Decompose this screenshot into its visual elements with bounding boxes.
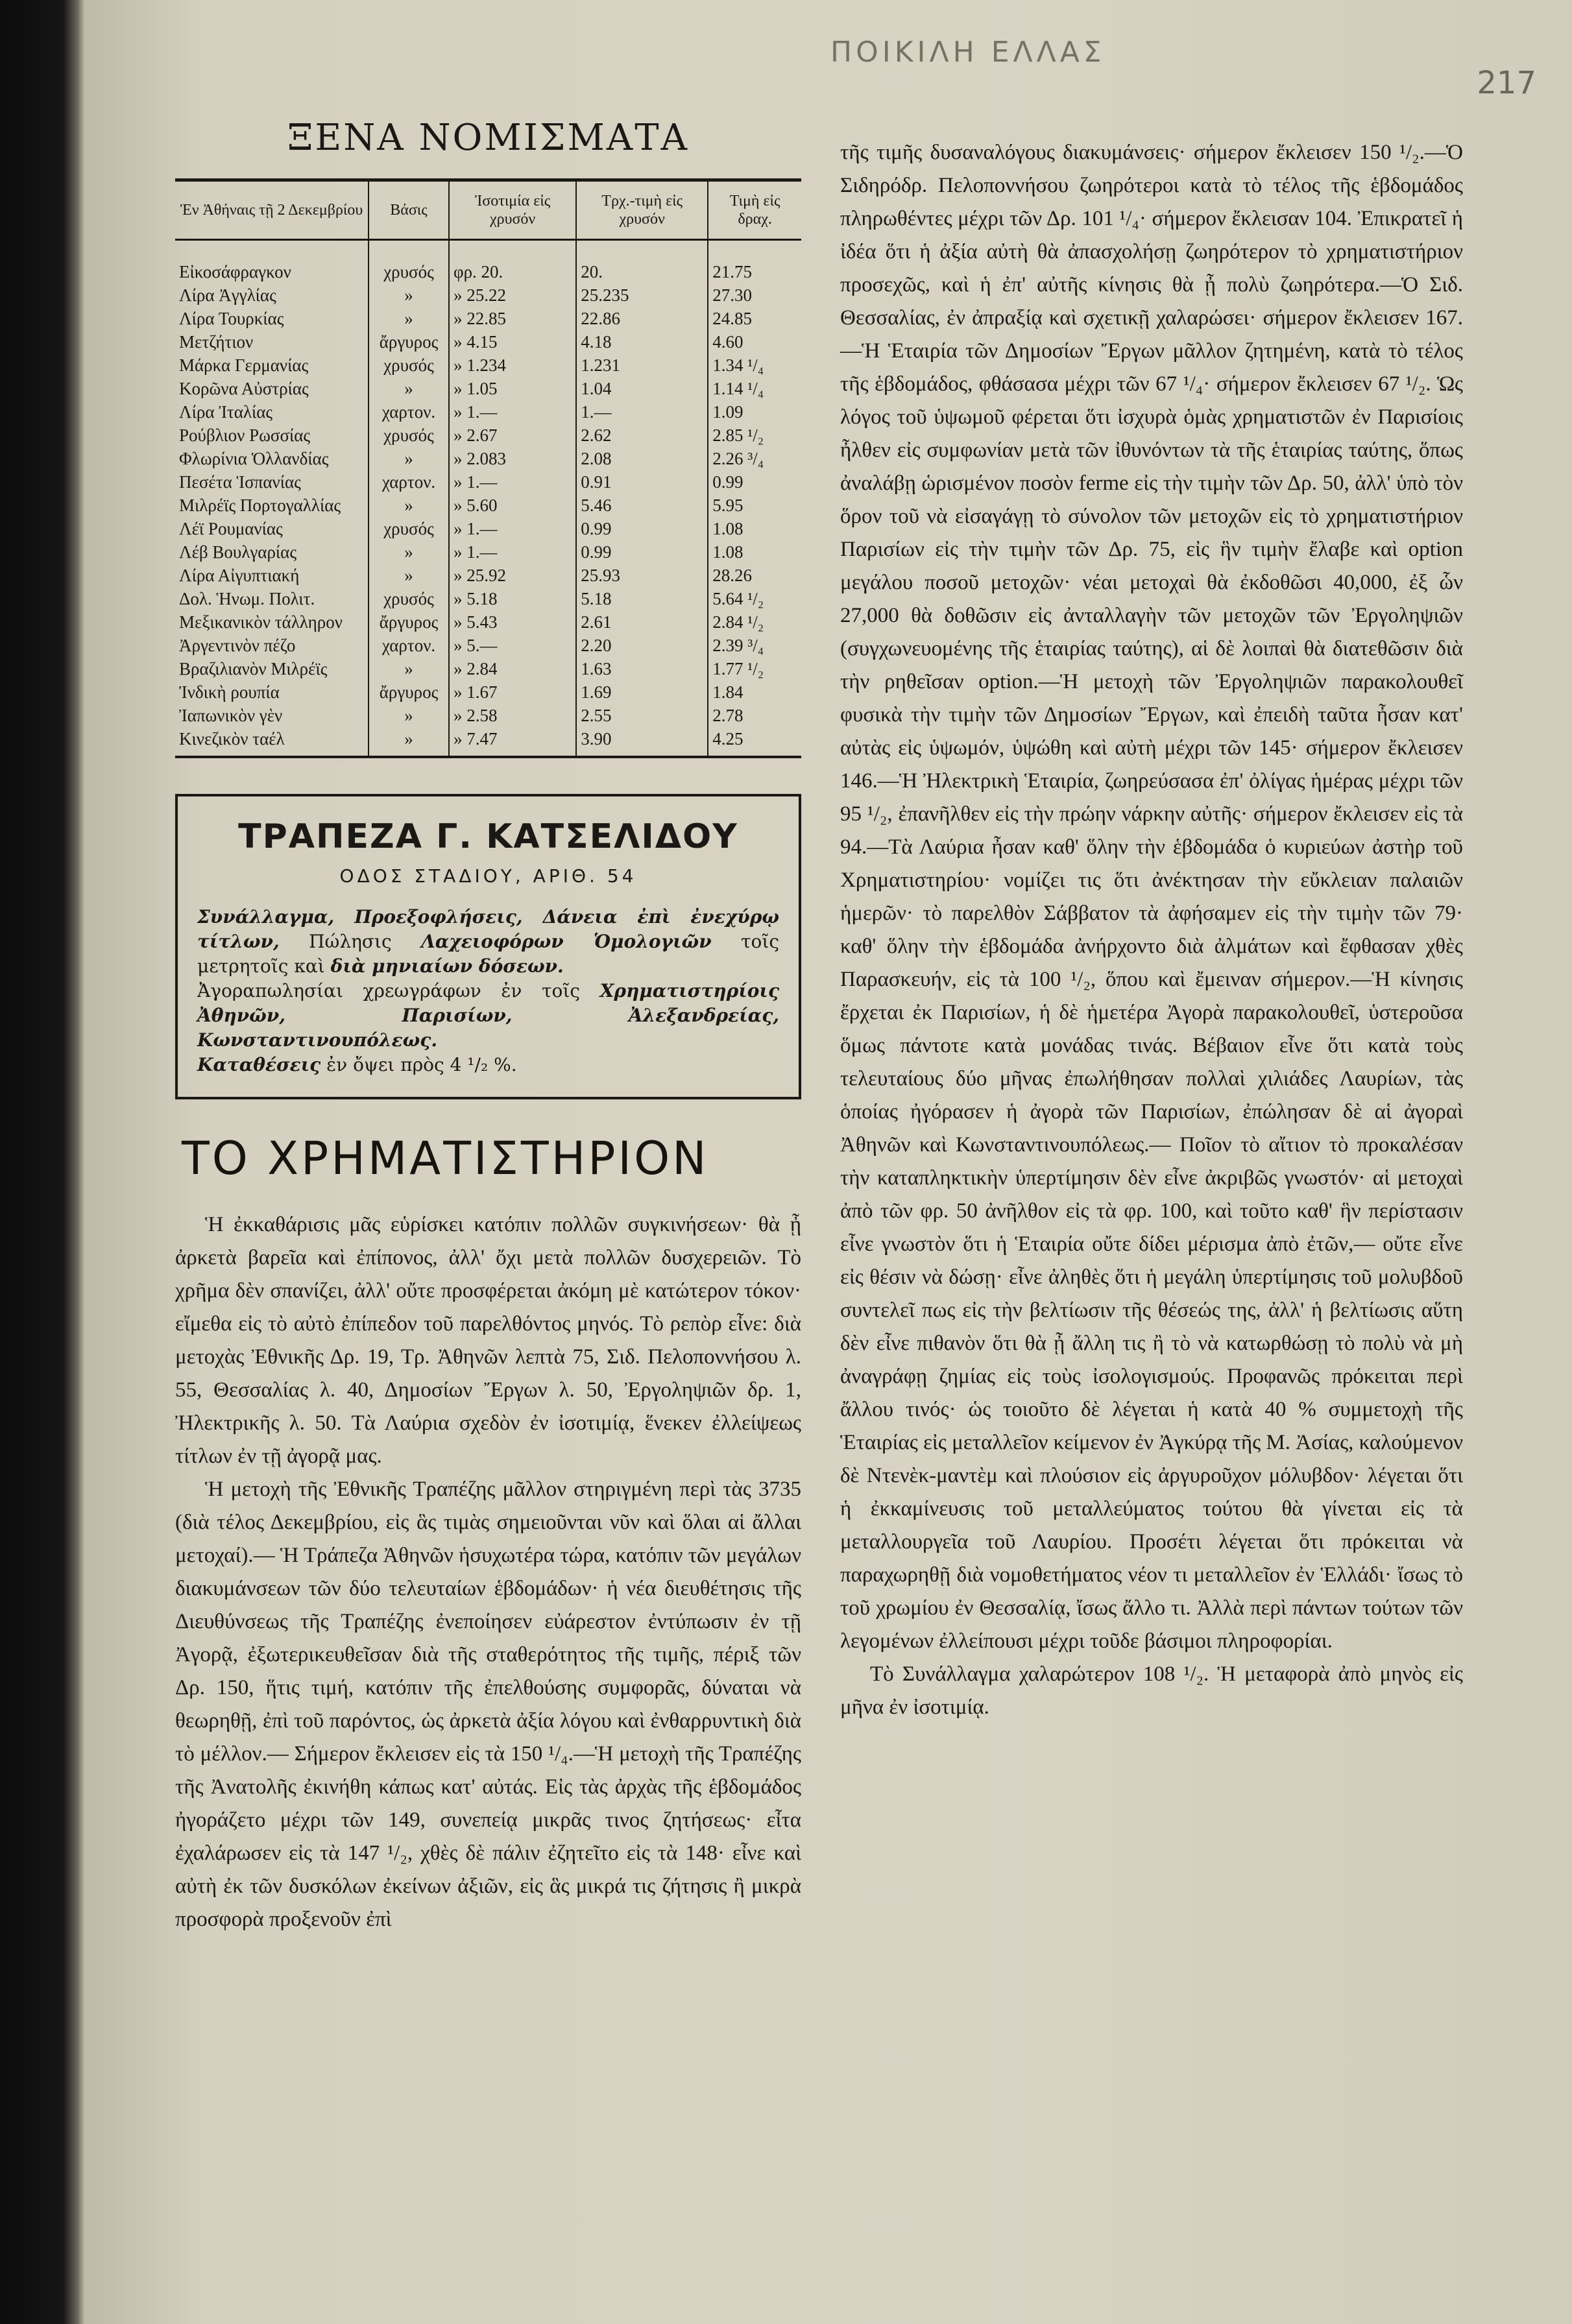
bank-line4-bold: Καταθέσεις <box>197 1054 321 1075</box>
cell-parity: » 1.05 <box>449 377 576 400</box>
cell-current: 25.93 <box>576 564 708 587</box>
currency-table-body <box>175 240 801 758</box>
currency-table-header <box>175 180 801 240</box>
cell-value: 1.09 <box>708 400 801 424</box>
cell-parity: » 2.67 <box>449 424 576 447</box>
cell-name: Κορῶνα Αὐστρίας <box>179 379 309 398</box>
cell-current: 0.99 <box>576 540 708 564</box>
cell-name: Λίρα Αἰγυπτιακή <box>179 566 300 585</box>
cell-value: 1.77 ¹/₂ <box>708 657 801 680</box>
cell-value: 2.39 ³/₄ <box>708 634 801 657</box>
table-row <box>175 657 801 680</box>
cell-current: 1.63 <box>576 657 708 680</box>
cell-name: Πεσέτα Ἱσπανίας <box>179 472 301 492</box>
cell-name: Φλωρίνια Ὁλλανδίας <box>179 449 329 468</box>
cell-current: 1.04 <box>576 377 708 400</box>
table-row <box>175 307 801 330</box>
cell-parity: » 2.58 <box>449 704 576 727</box>
cell-current: 2.61 <box>576 610 708 634</box>
cell-basis: χρυσός <box>369 240 449 284</box>
table-row <box>175 283 801 307</box>
cell-basis: » <box>369 447 449 470</box>
paragraph: τῆς τιμῆς δυσαναλόγους διακυμάνσεις· σήμερον ἔκλεισεν 150 ¹/₂.—Ὁ Σιδηρόδρ. Πελοποννήσου ζωηρότεροι κατὰ τὸ τέλος τῆς ἑβδομάδος πληρωθέντες μέχρι τῶν Δρ. 101 ¹/₄· σήμερον ἔκλεισαν 104. Ἐπικρατεῖ ἡ ἰδέα ὅτι ἡ ἀξία αὐτὴ θὰ ἀπασχολήσῃ ζωηρότερον τὸ χρηματιστήριον προσεχῶς, καὶ ἡ ἐπ' αὐτῆς κίνησις θὰ ᾖ πολὺ ζωηρότερα.—Ὁ Σιδ. Θεσσαλίας, ἐν ἀπραξίᾳ καὶ σχετικῇ χαλαρώσει· σήμερον ἔκλεισεν 167.—Ἡ Ἑταιρία τῶν Δημοσίων Ἔργων μᾶλλον ζητημένη, κατὰ τὸ τέλος τῆς ἑβδομάδος, φθάσασα μέχρι τῶν 67 ¹/₄· σήμερον ἔκλεισεν 67 ¹/₂. Ὡς λόγος τοῦ ὑψωμοῦ φέρεται ὅτι ἰσχυρὰ ὁμὰς χρηματιστῶν ἐν Παρισίοις ἦλθεν εἰς συμφωνίαν μετὰ τῶν ἰθυνόντων τὰ τῆς ἑταιρίας ταύτης, ὅπως ἀναλάβῃ ὡρισμένον ποσὸν ferme εἰς τὴν τιμὴν τῶν Δρ. 50, ἀλλ' ὑπὸ τὸν ὅρον τοῦ νὰ εἰσαγάγῃ τὸ σύνολον τῶν μετοχῶν εἰς τὸ χρηματιστήριον Παρισίων εἰς τὴν τιμὴν τῶν Δρ. 75, εἰς ἣν τιμὴν ἔλαβε καὶ option μεγάλου ποσοῦ μετοχῶν· νέαι μετοχαὶ θὰ ἐκδοθῶσι 40,000, ἐξ ὧν 27,000 θὰ δοθῶσιν εἰς ἀνταλλαγὴν τῶν μετοχῶν τῶν Ἐργοληψιῶν (συγχωνευομένης τῆς ἑταιρίας ταύτης), αἱ δὲ λοιπαὶ θὰ διατεθῶσιν διὰ τὴν ρηθεῖσαν option.—Ἡ μετοχὴ τῶν Ἐργοληψιῶν παρακολουθεῖ φυσικὰ τὴν τιμὴν τῶν Δημοσίων Ἔργων, καὶ ἐπειδὴ ταῦτα ἦσαν κατ' αὐτὰς εἰς ὑψωμόν, ὑψώθη καὶ αὐτὴ μέχρι τῶν 145· σήμερον ἔκλεισεν 146.—Ἡ Ἠλεκτρικὴ Ἑταιρία, ζωηρεύσασα ἐπ' ὀλίγας ἡμέρας μέχρι τῶν 95 ¹/₂, ἐπανῆλθεν εἰς τὴν πρώην νάρκην αὐτῆς· σήμερον ἔκλεισεν εἰς τὰ 94.—Τὰ Λαύρια ἦσαν καθ' ὅλην τὴν ἑβδομάδα ὁ κυριεύων ἀστὴρ τοῦ Χρηματιστηρίου· νομίζει τις ὅτι ἀνέκτησαν τὴν εὔκλειαν παλαιῶν ἡμερῶν· τὸ παρελθὸν Σάββατον τὰ ἀφήσαμεν εἰς τὴν τιμὴν τῶν 79· καθ' ὅλην τὴν ἑβδομάδα ἀνήρχοντο διὰ ἀλμάτων καὶ ἔφθασαν χθὲς Παρασκευήν, εἰς τὰ 100 ¹/₂, ὅπου καὶ ἔμειναν σήμερον.—Ἡ κίνησις ἔρχεται ἐκ Παρισίων, ἡ δὲ ἡμετέρα Ἀγορὰ παρακολουθεῖ, ὑστεροῦσα ὅμως πάντοτε κατὰ μονάδας τινάς. Βέβαιον εἶνε ὅτι κατὰ τοὺς τελευταίους δύο μῆνας ἐπωλήθησαν πολλαὶ χιλιάδες Λαυρίων, τὰς ὁποίας ἠγόρασεν ἡ ἀγορὰ τῶν Παρισίων, ἐπώλησαν δὲ αἱ ἀγοραὶ Ἀθηνῶν καὶ Κωνσταντινουπόλεως.— Ποῖον τὸ αἴτιον τὸ προκαλέσαν τὴν καταπληκτικὴν ὑπερτίμησιν δὲν εἶνε ἀκριβῶς γνωστόν· αἱ μετοχαὶ ἀπὸ τῶν φρ. 50 ἀνῆλθον εἰς τὰ φρ. 100, καὶ τοῦτο καθ' ἣν περίστασιν εἶνε γνωστὸν ὅτι ἡ Ἑταιρία οὔτε δίδει μέρισμα ἀπὸ ἐτῶν,— οὔτε εἶνε εἰς θέσιν νὰ δώσῃ· εἶνε ἀληθὲς ὅτι ἡ μεγάλη ὑπερτίμησις τοῦ μολυβδοῦ συντελεῖ πως εἰς τὴν βελτίωσιν τῆς θέσεώς της, ἀλλ' ἡ βελτίωσις αὕτη δὲν εἶνε πιθανὸν ὅτι θὰ ᾖ ἄλλη τις ἢ τὸ νὰ κατωρθώσῃ τὸ πολὺ νὰ μὴ ἀναγράφῃ ζημίας εἰς τοὺς ἰσολογισμούς. Προφανῶς πρόκειται περὶ ἄλλου τινός· ὡς τοιοῦτο δὲ λέγεται ἡ κατὰ 40 % συμμετοχὴ τῆς Ἑταιρίας εἰς μεταλλεῖον κείμενον ἐν Ἀγκύρᾳ τῆς Μ. Ἀσίας, καλούμενον δὲ Ντενὲκ-μαντὲμ καὶ πλούσιον εἰς ἀργυροῦχον μόλυβδον· λέγεται ὅτι ἡ ἐκκαμίνευσις τοῦ μεταλλεύματος τούτου θὰ γίνεται εἰς τὰ μεταλλουργεῖα τοῦ Λαυρίου. Προσέτι λέγεται ὅτι πρόκειται νὰ παραχωρηθῇ διὰ νομοθετήματος νέον τι μεταλλεῖον ἐν Ἑλλάδι· ἴσως τὸ τοῦ χρωμίου ἐν Θεσσαλίᾳ, ἴσως ἄλλο τι. Ἀλλὰ περὶ πάντων τούτων τῶν λεγομένων ἐλλείπουσι μέχρι τοῦδε βάσιμοι πληροφορίαι. <box>840 141 1463 1653</box>
bank-line3-bold: Χρηματιστηρίοις Ἀθηνῶν, Παρισίων, Ἀλεξανδρείας, Κωνσταντινουπόλεως. <box>197 980 780 1051</box>
table-row <box>175 470 801 494</box>
cell-current: 1.231 <box>576 353 708 377</box>
cell-name: Ἰαπωνικὸν γὲν <box>179 706 283 725</box>
cell-current: 2.20 <box>576 634 708 657</box>
cell-current: 0.91 <box>576 470 708 494</box>
cell-name: Δολ. Ἡνωμ. Πολιτ. <box>179 589 315 608</box>
header-parity: Ἰσοτιμία εἰς χρυσόν <box>449 180 576 240</box>
cell-basis: χρυσός <box>369 424 449 447</box>
cell-current: 25.235 <box>576 283 708 307</box>
cell-parity: » 22.85 <box>449 307 576 330</box>
table-row <box>175 377 801 400</box>
cell-parity: » 1.234 <box>449 353 576 377</box>
cell-basis: » <box>369 564 449 587</box>
bank-line2-bold: Λαχειοφόρων Ὁμολογιῶν <box>421 931 712 952</box>
cell-basis: » <box>369 657 449 680</box>
cell-name: Κινεζικὸν ταέλ <box>175 727 369 757</box>
cell-current: 20. <box>576 240 708 284</box>
cell-value: 28.26 <box>708 564 801 587</box>
cell-basis: » <box>369 283 449 307</box>
table-row <box>175 353 801 377</box>
page-number: 217 <box>1477 65 1536 101</box>
cell-name: Βραζιλιανὸν Μιλρέϊς <box>179 659 328 678</box>
cell-basis: » <box>369 307 449 330</box>
table-row <box>175 330 801 353</box>
cell-name: Ἀργεντινὸν πέζο <box>179 636 296 655</box>
header-date: Ἐν Ἀθήναις τῇ 2 Δεκεμβρίου <box>175 180 369 240</box>
cell-value: 27.30 <box>708 283 801 307</box>
currency-table <box>175 178 801 758</box>
cell-basis: » <box>369 494 449 517</box>
cell-current: 3.90 <box>576 727 708 757</box>
cell-basis: χαρτον. <box>369 470 449 494</box>
cell-value: 2.84 ¹/₂ <box>708 610 801 634</box>
cell-name: Μιλρέϊς Πορτογαλλίας <box>179 496 341 515</box>
paragraph: Ἡ μετοχὴ τῆς Ἐθνικῆς Τραπέζης μᾶλλον στηριγμένη περὶ τὰς 3735 (διὰ τέλος Δεκεμβρίου, εἰς ἃς τιμὰς σημειοῦνται νῦν καὶ ὅλαι αἱ ἄλλαι μετοχαί).— Ἡ Τράπεζα Ἀθηνῶν ἡσυχωτέρα τώρα, κατόπιν τῶν μεγάλων διακυμάνσεων τῶν δύο τελευταίων ἑβδομάδων· ἡ νέα διευθέτησις τῆς Διευθύνσεως τῆς Τραπέζης ἐνεποίησεν εὐάρεστον ἐντύπωσιν ἐν τῇ Ἀγορᾷ, ἐξωτερικευθεῖσαν διὰ τῆς σταθερότητος τῆς τιμῆς, πέριξ τῶν Δρ. 150, ἥτις τιμή, κατόπιν τῆς ἐπελθούσης συμφορᾶς, δύναται νὰ θεωρηθῇ, ἐπὶ τοῦ παρόντος, ὡς ἀρκετὰ ἀξία λόγου καὶ ἐνθαρρυντικὴ διὰ τὸ μέλλον.— Σήμερον ἔκλεισεν εἰς τὰ 150 ¹/₄.—Ἡ μετοχὴ τῆς Τραπέζης τῆς Ἀνατολῆς ἐκινήθη κάπως κατ' αὐτάς. Εἰς τὰς ἀρχὰς τῆς ἑβδομάδος ἠγοράζετο μέχρι τῶν 149, συνεπείᾳ μικρᾶς τινος ζητήσεως· εἶτα ἐχαλάρωσεν εἰς τὰ 147 ¹/₂, χθὲς δὲ πάλιν ἐζητεῖτο εἰς τὰ 148· εἶνε καὶ αὐτὴ ἐκ τῶν δυσκόλων ἐκείνων ἀξιῶν, εἰς ἃς μικρά τις ζήτησις ἢ μικρὰ προσφορὰ προξενοῦν ἐπὶ <box>175 1478 801 1931</box>
cell-parity: » 1.— <box>449 540 576 564</box>
bank-name: ΤΡΑΠΕΖΑ Γ. ΚΑΤΣΕΛΙΔΟΥ <box>238 817 738 856</box>
cell-basis: χρυσός <box>369 517 449 540</box>
cell-current: 1.— <box>576 400 708 424</box>
cell-parity: φρ. 20. <box>449 240 576 284</box>
cell-current: 22.86 <box>576 307 708 330</box>
book-spine-shadow <box>0 0 84 2324</box>
cell-name: Λέβ Βουλγαρίας <box>179 542 297 562</box>
cell-value: 21.75 <box>708 240 801 284</box>
bank-line1-bold: Συνάλλαγμα, Προεξοφλήσεις, Δάνεια ἐπὶ ἐνεχύρῳ τίτλων, <box>197 906 779 952</box>
cell-value: 0.99 <box>708 470 801 494</box>
cell-value: 1.08 <box>708 540 801 564</box>
cell-parity: » 5.43 <box>449 610 576 634</box>
article-title: ΤΟ ΧΡΗΜΑΤΙΣΤΗΡΙΟΝ <box>182 1132 709 1185</box>
left-column <box>175 117 801 1936</box>
cell-parity: » 25.22 <box>449 283 576 307</box>
table-row <box>175 400 801 424</box>
paragraph: Τὸ Συνάλλαγμα χαλαρώτερον 108 ¹/₂. Ἡ μεταφορὰ ἀπὸ μηνὸς εἰς μῆνα ἐν ἰσοτιμίᾳ. <box>840 1662 1463 1719</box>
table-row <box>175 680 801 704</box>
table-row <box>175 704 801 727</box>
cell-name: Λίρα Ἀγγλίας <box>179 285 276 305</box>
cell-current: 2.62 <box>576 424 708 447</box>
cell-basis: ἄργυρος <box>369 680 449 704</box>
cell-name: Λέϊ Ρουμανίας <box>179 519 283 538</box>
cell-current: 5.46 <box>576 494 708 517</box>
cell-basis: ἄργυρος <box>369 610 449 634</box>
cell-parity: » 5.60 <box>449 494 576 517</box>
header-basis: Βάσις <box>369 180 449 240</box>
right-column <box>840 136 1463 1724</box>
cell-parity: » 5.18 <box>449 587 576 610</box>
table-row <box>175 447 801 470</box>
table-row <box>175 727 801 757</box>
cell-parity: » 1.67 <box>449 680 576 704</box>
table-row <box>175 540 801 564</box>
cell-basis: χαρτον. <box>369 400 449 424</box>
cell-basis: ἄργυρος <box>369 330 449 353</box>
cell-value: 1.14 ¹/₄ <box>708 377 801 400</box>
cell-parity: » 5.— <box>449 634 576 657</box>
cell-name: Λίρα Τουρκίας <box>179 309 284 328</box>
header-current: Τρχ.-τιμὴ εἰς χρυσόν <box>576 180 708 240</box>
table-row <box>175 517 801 540</box>
paragraph: Ἡ ἐκκαθάρισις μᾶς εὑρίσκει κατόπιν πολλῶν συγκινήσεων· θὰ ᾖ ἀρκετὰ βαρεῖα καὶ ἐπίπονος, ἀλλ' ὄχι μετὰ πολλῶν δυσχερειῶν. Τὸ χρῆμα δὲν σπανίζει, ἀλλ' οὔτε προσφέρεται ἀκόμη μὲ κατώτερον τόκον· εἴμεθα εἰς τὸ αὐτὸ ἐπίπεδον τοῦ παρελθόντος μηνός. Τὸ ρεπὸρ εἶνε: διὰ μετοχὰς Ἐθνικῆς Δρ. 19, Τρ. Ἀθηνῶν λεπτὰ 75, Σιδ. Πελοποννήσου λ. 55, Θεσσαλίας λ. 40, Δημοσίων Ἔργων λ. 50, Ἐργοληψιῶν δρ. 1, Ἠλεκτρικῆς λ. 50. Τὰ Λαύρια σχεδὸν ἐν ἰσοτιμίᾳ, ἕνεκεν ἐλλείψεως τίτλων ἐν τῇ ἀγορᾷ μας. <box>175 1213 801 1468</box>
table-row <box>175 610 801 634</box>
cell-current: 5.18 <box>576 587 708 610</box>
cell-parity: » 2.083 <box>449 447 576 470</box>
bank-line3: Ἀγοραπωλησίαι χρεωγράφων ἐν τοῖς <box>197 980 581 1001</box>
cell-name: Μάρκα Γερμανίας <box>179 355 309 375</box>
cell-basis: » <box>369 727 449 757</box>
bank-line2-bold2: διὰ μηνιαίων δόσεων. <box>330 955 564 977</box>
cell-current: 0.99 <box>576 517 708 540</box>
cell-current: 2.55 <box>576 704 708 727</box>
cell-basis: χαρτον. <box>369 634 449 657</box>
table-row <box>175 564 801 587</box>
running-head: ΠΟΙΚΙΛΗ ΕΛΛΑΣ <box>830 36 1106 69</box>
cell-parity: » 1.— <box>449 517 576 540</box>
table-row <box>175 240 801 284</box>
cell-value: 4.60 <box>708 330 801 353</box>
cell-current: 4.18 <box>576 330 708 353</box>
cell-name: Μετζήτιον <box>179 332 254 352</box>
cell-name: Λίρα Ἰταλίας <box>179 402 273 422</box>
bank-advertisement <box>175 794 801 1099</box>
cell-value: 2.26 ³/₄ <box>708 447 801 470</box>
cell-basis: χρυσός <box>369 587 449 610</box>
bank-address: ΟΔΟΣ ΣΤΑΔΙΟΥ, ΑΡΙΘ. 54 <box>339 865 637 887</box>
article-body-left <box>175 1208 801 1936</box>
cell-parity: » 7.47 <box>449 727 576 757</box>
cell-parity: » 1.— <box>449 400 576 424</box>
cell-value: 1.34 ¹/₄ <box>708 353 801 377</box>
cell-value: 4.25 <box>708 727 801 757</box>
cell-basis: » <box>369 704 449 727</box>
cell-name: Μεξικανικὸν τάλληρον <box>179 612 343 632</box>
cell-basis: » <box>369 540 449 564</box>
cell-value: 5.64 ¹/₂ <box>708 587 801 610</box>
bank-services-text <box>197 905 779 1077</box>
table-row <box>175 424 801 447</box>
currency-section-title: ΞΕΝΑ ΝΟΜΙΣΜΑΤΑ <box>287 117 690 159</box>
cell-value: 5.95 <box>708 494 801 517</box>
cell-parity: » 2.84 <box>449 657 576 680</box>
cell-parity: » 4.15 <box>449 330 576 353</box>
bank-line1-tail: Πώλησις <box>309 931 392 952</box>
cell-basis: » <box>369 377 449 400</box>
cell-current: 2.08 <box>576 447 708 470</box>
table-row <box>175 587 801 610</box>
cell-basis: χρυσός <box>369 353 449 377</box>
cell-value: 1.08 <box>708 517 801 540</box>
cell-current: 1.69 <box>576 680 708 704</box>
cell-value: 24.85 <box>708 307 801 330</box>
cell-parity: » 1.— <box>449 470 576 494</box>
cell-value: 2.85 ¹/₂ <box>708 424 801 447</box>
article-body-right <box>840 136 1463 1724</box>
bank-line2-mid: τοῖς μετρητοῖς καὶ <box>197 931 780 977</box>
cell-name: Ἰνδικὴ ρουπία <box>179 682 280 702</box>
cell-name: Εἰκοσάφραγκον <box>179 262 291 282</box>
table-row <box>175 634 801 657</box>
cell-name: Ρούβλιον Ρωσσίας <box>179 425 311 445</box>
cell-parity: » 25.92 <box>449 564 576 587</box>
header-value: Τιμὴ εἰς δραχ. <box>708 180 801 240</box>
bank-line4-tail: ἐν ὄψει πρὸς 4 ¹/₂ %. <box>326 1054 517 1075</box>
cell-value: 1.84 <box>708 680 801 704</box>
table-row <box>175 494 801 517</box>
cell-value: 2.78 <box>708 704 801 727</box>
